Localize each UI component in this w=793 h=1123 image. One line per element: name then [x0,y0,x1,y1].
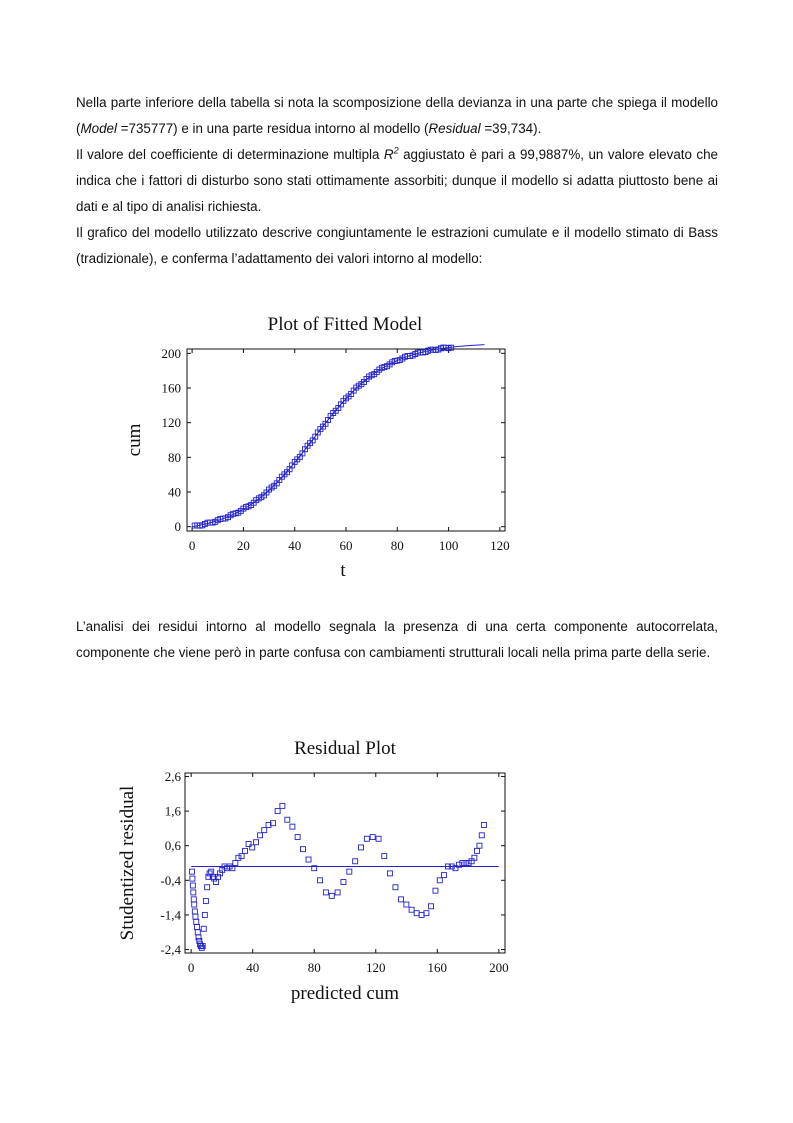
residual-point [481,822,486,827]
residual-point [243,848,248,853]
text-residual-suffix: =39,734). [480,121,542,136]
residual-point [382,854,387,859]
residual-point [393,885,398,890]
y-tick-label: 80 [168,449,181,465]
residual-point [201,926,206,931]
residual-point [477,843,482,848]
y-tick-label: 0,6 [164,838,181,854]
x-tick-label: 40 [288,538,302,553]
residual-point [207,871,212,876]
x-tick-label: 200 [489,960,509,975]
x-tick-label: 20 [236,538,250,553]
residual-point [192,902,197,907]
text-r-italic: R [383,147,394,162]
y-axis-label: cum [124,423,145,457]
x-tick-label: 0 [188,538,196,553]
text-r2-suffix: aggiustato è pari a 99,9887%, un valore elevato che indica che i fattori di disturbo sono stati ottimamente assorbiti; dunque il modello si adatta piuttosto bene ai dati e al tipo di analisi richiesta. [76,147,718,214]
residual-point [258,833,263,838]
y-tick-label: -1,4 [160,907,181,923]
residual-point [437,878,442,883]
residual-point [341,880,346,885]
residual-point [195,930,200,935]
residual-point [189,869,194,874]
residual-point [239,854,244,859]
residual-point [246,841,251,846]
text-paragraph-2: L’analisi dei residui intorno al modello segnala la presenza di una certa componente autocorrelata, componente che viene però in parte confusa con cambiamenti strutturali locali nella prima parte della serie. [76,619,718,660]
residual-point [433,888,438,893]
y-tick-label: 40 [168,484,181,500]
residual-point [193,914,198,919]
residual-point [194,919,199,924]
residual-point [262,828,267,833]
residual-point [280,803,285,808]
residual-point [419,912,424,917]
residual-point [404,902,409,907]
y-tick-label: 0 [174,519,181,535]
residual-point [285,817,290,822]
residual-point [250,845,255,850]
residual-point [359,845,364,850]
y-axis-label: Studentized residual [117,785,138,941]
x-tick-label: 100 [438,538,459,553]
x-tick-label: 160 [427,960,448,975]
residual-point [387,871,392,876]
residual-point [301,847,306,852]
residual-point [335,890,340,895]
residual-point [475,848,480,853]
y-tick-label: 1,6 [164,803,181,819]
x-tick-label: 40 [246,960,260,975]
residual-point [318,878,323,883]
residual-point [429,904,434,909]
residual-point [376,836,381,841]
residual-point [441,873,446,878]
residual-point [209,869,214,874]
residual-point [364,836,369,841]
y-tick-label: -2,4 [160,942,181,958]
residual-point [233,861,238,866]
residual-point [463,861,468,866]
residual-point [275,809,280,814]
residual-point [414,911,419,916]
residual-point [479,833,484,838]
x-tick-label: 120 [490,538,510,553]
y-tick-label: -0,4 [160,872,181,888]
residual-point [370,835,375,840]
x-axis-label: t [340,560,346,581]
x-tick-label: 60 [339,538,353,553]
y-tick-label: 2,6 [164,768,181,784]
x-tick-label: 0 [187,960,195,975]
residual-point [202,912,207,917]
residual-point [306,857,311,862]
residual-point [190,876,195,881]
text-line-4: Il grafico del modello utilizzato descrive congiuntamente le estrazioni cumulate e il modello stimato di Bass (tradizionale), e conferma l’adattamento dei valori intorno al modello: [76,225,718,266]
residual-point [191,897,196,902]
residual-point [290,824,295,829]
residual-point [329,893,334,898]
residual-point [460,861,465,866]
text-model-italic: Model [80,121,117,136]
residual-point [424,911,429,916]
residual-point [347,869,352,874]
residual-point [192,909,197,914]
residual-point [190,883,195,888]
residual-point [409,907,414,912]
residual-point [191,890,196,895]
y-tick-label: 200 [161,345,181,361]
residual-point [195,925,200,930]
chart-2-title: Residual Plot [294,738,396,759]
text-r-superscript: 2 [393,145,399,156]
text-model-middle: =735777) e in una parte residua intorno al modello ( [116,121,429,136]
residual-point [214,880,219,885]
x-tick-label: 80 [390,538,404,553]
y-tick-label: 120 [161,415,181,431]
residual-point [353,859,358,864]
residual-point [295,835,300,840]
x-tick-label: 80 [307,960,321,975]
text-line-1: Nella parte inferiore della tabella si nota la scomposizione della devianza in una parte che spiega il [76,95,667,110]
residual-point [205,885,210,890]
text-model-prefix: modello ( [76,95,718,136]
residual-point [203,899,208,904]
text-r2-prefix: Il valore del coefficiente di determinazione multipla [76,147,384,162]
residual-point [236,855,241,860]
residual-point [323,890,328,895]
x-tick-label: 120 [366,960,386,975]
text-residual-italic: Residual [428,121,481,136]
x-axis-label: predicted cum [290,983,400,1004]
residual-point [254,840,259,845]
residual-point [399,897,404,902]
y-tick-label: 160 [161,380,181,396]
chart-1-title: Plot of Fitted Model [267,314,423,335]
